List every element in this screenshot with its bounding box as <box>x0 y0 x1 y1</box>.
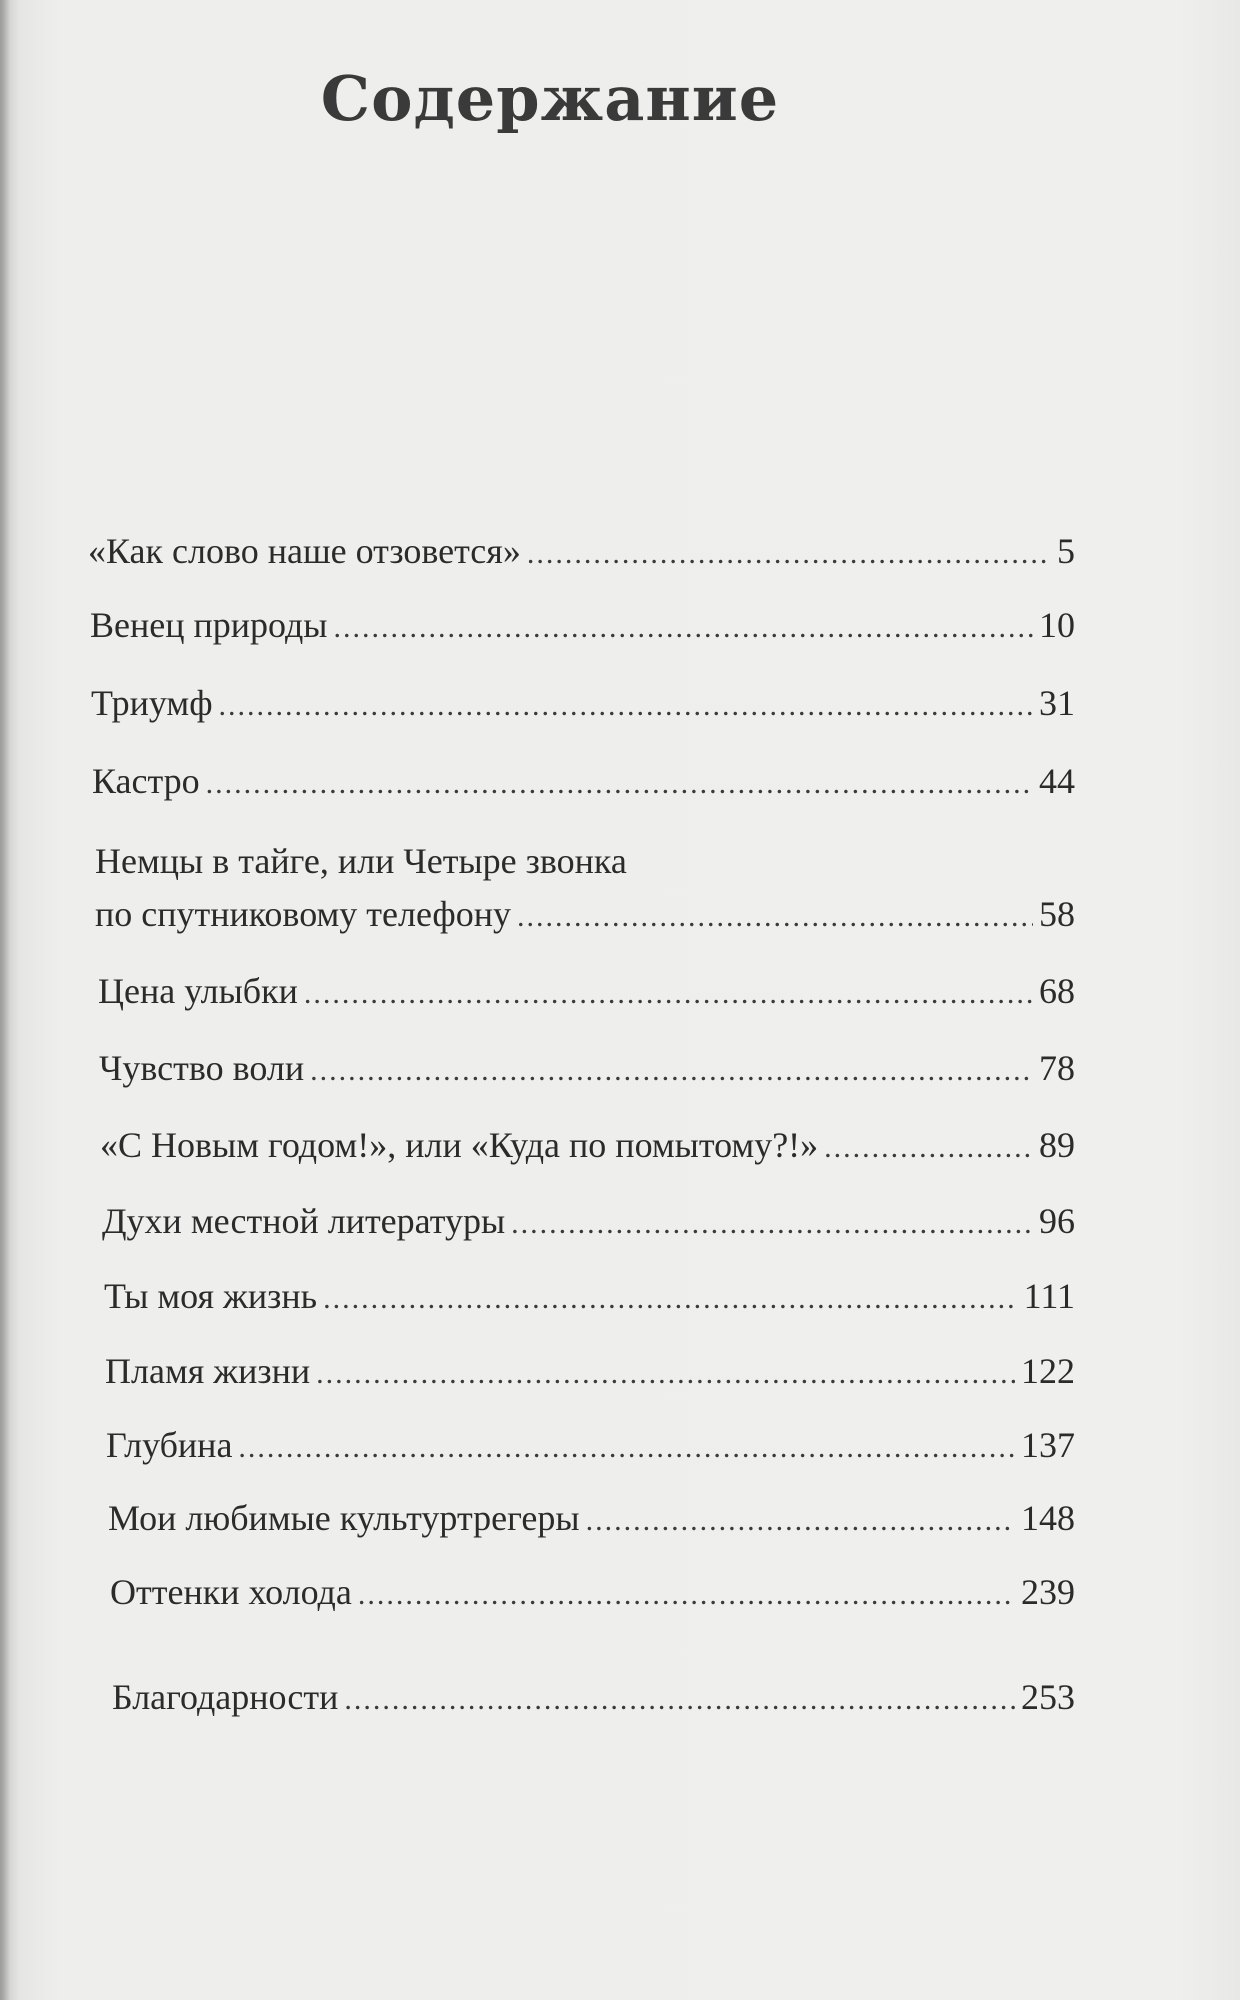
toc-entry-page: 253 <box>1021 1677 1075 1717</box>
toc-leader-dots <box>323 1278 1018 1320</box>
toc-leader-dots <box>527 533 1051 575</box>
toc-leader-dots <box>824 1127 1033 1169</box>
toc-entry-page: 148 <box>1021 1498 1075 1538</box>
toc-leader-dots <box>304 973 1033 1015</box>
toc-entry-page: 44 <box>1039 761 1075 801</box>
page-title: Содержание <box>320 62 780 135</box>
toc-entry-label: «С Новым годом!», или «Куда по помытому?!» <box>100 1125 819 1165</box>
toc-entry <box>95 893 1075 938</box>
toc-entry-label: Пламя жизни <box>105 1351 311 1391</box>
toc-entry-label: Мои любимые культуртрегеры <box>108 1498 580 1538</box>
toc-entry-page: 111 <box>1023 1276 1075 1316</box>
toc-entry-label: Духи местной литературы <box>102 1201 506 1241</box>
toc-entry-label: Чувство воли <box>99 1048 305 1088</box>
toc-entry <box>102 1200 1075 1245</box>
toc-entry-page: 122 <box>1021 1351 1075 1391</box>
toc-entry-label: Благодарности <box>112 1677 339 1717</box>
toc-leader-dots <box>219 685 1033 727</box>
toc-entry <box>99 1047 1075 1092</box>
toc-entry-page: 239 <box>1021 1572 1075 1612</box>
toc-entry-label: Кастро <box>92 761 200 801</box>
toc-entry-label: Триумф <box>91 683 213 723</box>
toc-leader-dots <box>206 763 1033 805</box>
toc-leader-dots <box>344 1679 1015 1721</box>
toc-entry <box>91 682 1075 727</box>
toc-entry-label: Оттенки холода <box>110 1572 352 1612</box>
toc-entry-label-line1: Немцы в тайге, или Четыре звонка <box>95 841 627 881</box>
toc-leader-dots <box>586 1500 1015 1542</box>
toc-entry-page: 96 <box>1039 1201 1075 1241</box>
toc-leader-dots <box>316 1353 1015 1395</box>
toc-leader-dots <box>517 896 1033 938</box>
toc-entry-label: Глубина <box>106 1425 233 1465</box>
toc-entry <box>100 1124 1075 1169</box>
toc-entry-label: Ты моя жизнь <box>104 1276 318 1316</box>
toc-entry-label: по спутниковому телефону <box>95 894 511 934</box>
toc-entry-page: 78 <box>1039 1048 1075 1088</box>
toc-entry <box>90 604 1075 649</box>
toc-entry-page: 5 <box>1057 531 1075 571</box>
toc-leader-dots <box>238 1427 1015 1469</box>
toc-entry <box>104 1275 1075 1320</box>
toc-entry <box>98 970 1075 1015</box>
toc-entry <box>88 530 1075 575</box>
toc-entry-label: Венец природы <box>90 605 328 645</box>
toc-entry <box>106 1424 1075 1469</box>
toc-entry-page: 10 <box>1039 605 1075 645</box>
toc-entry-label: Цена улыбки <box>98 971 298 1011</box>
toc-entry-page: 89 <box>1039 1125 1075 1165</box>
toc-entry-label: «Как слово наше отзовется» <box>88 531 521 571</box>
toc-leader-dots <box>511 1203 1033 1245</box>
toc-entry <box>112 1676 1075 1721</box>
toc-leader-dots <box>334 607 1034 649</box>
toc-entry <box>105 1350 1075 1395</box>
toc-leader-dots <box>310 1050 1033 1092</box>
toc-entry-page: 137 <box>1021 1425 1075 1465</box>
toc-entry-page: 58 <box>1039 894 1075 934</box>
toc-entry <box>108 1497 1075 1542</box>
toc-entry-page: 68 <box>1039 971 1075 1011</box>
toc-entry-page: 31 <box>1039 683 1075 723</box>
toc-entry <box>92 760 1075 805</box>
toc-leader-dots <box>358 1574 1015 1616</box>
toc-entry <box>110 1571 1075 1616</box>
